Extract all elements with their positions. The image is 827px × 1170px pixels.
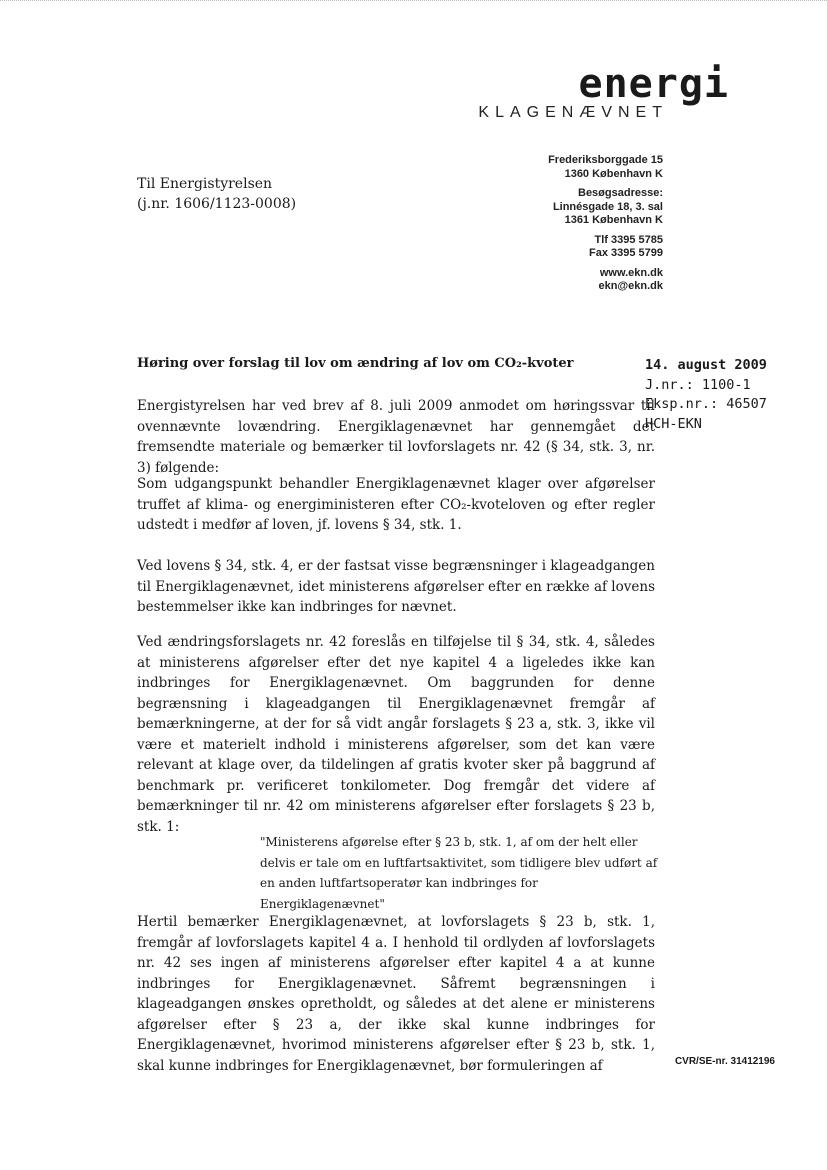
logo-wordmark: energi bbox=[578, 61, 729, 107]
letter-subject: Høring over forslag til lov om ændring af lov om CO₂-kvoter bbox=[137, 356, 574, 371]
visit-street: Linnésgade 18, 3. sal bbox=[552, 200, 663, 213]
visit-city: 1361 København K bbox=[564, 214, 663, 226]
recipient-block bbox=[137, 174, 296, 214]
letter-date: 14. august 2009 bbox=[645, 357, 767, 373]
block-quote: "Ministerens afgørelse efter § 23 b, stk. 1, af om der helt eller delvis er tale om en luftfartsaktivitet, som tidligere blev udført af en anden luftfartsoperatør kan indbringes for Energiklagenævnet" bbox=[260, 835, 658, 911]
visit-label: Besøgsadresse: bbox=[578, 187, 663, 199]
letter-meta bbox=[645, 356, 795, 434]
expedition-number: Eksp.nr.: 46507 bbox=[645, 396, 767, 412]
scan-edge bbox=[0, 0, 827, 4]
paragraph-2: Som udgangspunkt behandler Energiklagenævnet klager over afgørelser truffet af klima- og energiministeren efter CO₂-kvoteloven og efter regler udstedt i medfør af loven, jf. lovens § 34, stk. 1. bbox=[137, 476, 655, 533]
recipient-reference: (j.nr. 1606/1123-0008) bbox=[137, 196, 297, 212]
paragraph-3: Ved lovens § 34, stk. 4, er der fastsat visse begrænsninger i klageadgangen til Energiklagenævnet, idet ministerens afgørelser efter en række af lovens bestemmelser ikke kan indbringes for nævnet. bbox=[137, 558, 655, 615]
fax-number: Fax 3395 5799 bbox=[588, 247, 663, 259]
cvr-number: CVR/SE-nr. 31412196 bbox=[674, 1056, 775, 1067]
phone-number: Tlf 3395 5785 bbox=[594, 233, 663, 246]
address-street: Frederiksborggade 15 bbox=[548, 154, 663, 166]
paragraph-5: Hertil bemærker Energiklagenævnet, at lovforslagets § 23 b, stk. 1, fremgår af lovforslagets kapitel 4 a. I henhold til ordlyden af lovforslagets nr. 42 ses ingen af ministerens afgørelser efter kapitel 4 a at kunne indbringes for Energiklagenævnet. Såfremt begrænsningen i klageadgangen ønskes opretholdt, og således at det alene er ministerens afgørelser efter § 23 a, der ikke skal kunne indbringes for Energiklagenævnet, hvorimod ministerens afgørelser efter § 23 b, stk. 1, skal kunne indbringes for Energiklagenævnet, bør formuleringen af bbox=[137, 914, 655, 1074]
sender-address bbox=[500, 154, 663, 294]
paragraph-1: Energistyrelsen har ved brev af 8. juli 2009 anmodet om høringssvar til ovennævnte lovændring. Energiklagenævnet har gennemgået det fremsendte materiale og bemærker til lovforslagets nr. 42 (§ 34, stk. 3, nr. 3) følgende: bbox=[137, 398, 655, 476]
journal-number: J.nr.: 1100-1 bbox=[645, 376, 751, 393]
paragraph-4: Ved ændringsforslagets nr. 42 foreslås en tilføjelse til § 34, stk. 4, således at ministerens afgørelser efter det nye kapitel 4 a ligeledes ikke kan indbringes for Energiklagenævnet. Om baggrunden for denne begrænsning i klageadgangen til Energiklagenævnet fremgår af bemærkningerne, at der for så vidt angår forslagets § 23 a, stk. 3, ikke vil være et materielt indhold i ministerens afgørelser, som det kan være relevant at klage over, da tildelingen af gratis kvoter sker på baggrund af benchmark pr. verificeret tonkilometer. Dog fremgår det videre af bemærkninger til nr. 42 om ministerens afgørelser efter forslagets § 23 b, stk. 1: bbox=[137, 634, 655, 835]
address-city: 1360 København K bbox=[564, 167, 663, 180]
recipient-name: Til Energistyrelsen bbox=[137, 176, 273, 192]
initials: HCH-EKN bbox=[645, 415, 702, 432]
logo-subtitle: KLAGENÆVNET bbox=[478, 104, 668, 121]
email-link[interactable]: ekn@ekn.dk bbox=[598, 280, 663, 292]
website-link[interactable]: www.ekn.dk bbox=[599, 266, 663, 279]
